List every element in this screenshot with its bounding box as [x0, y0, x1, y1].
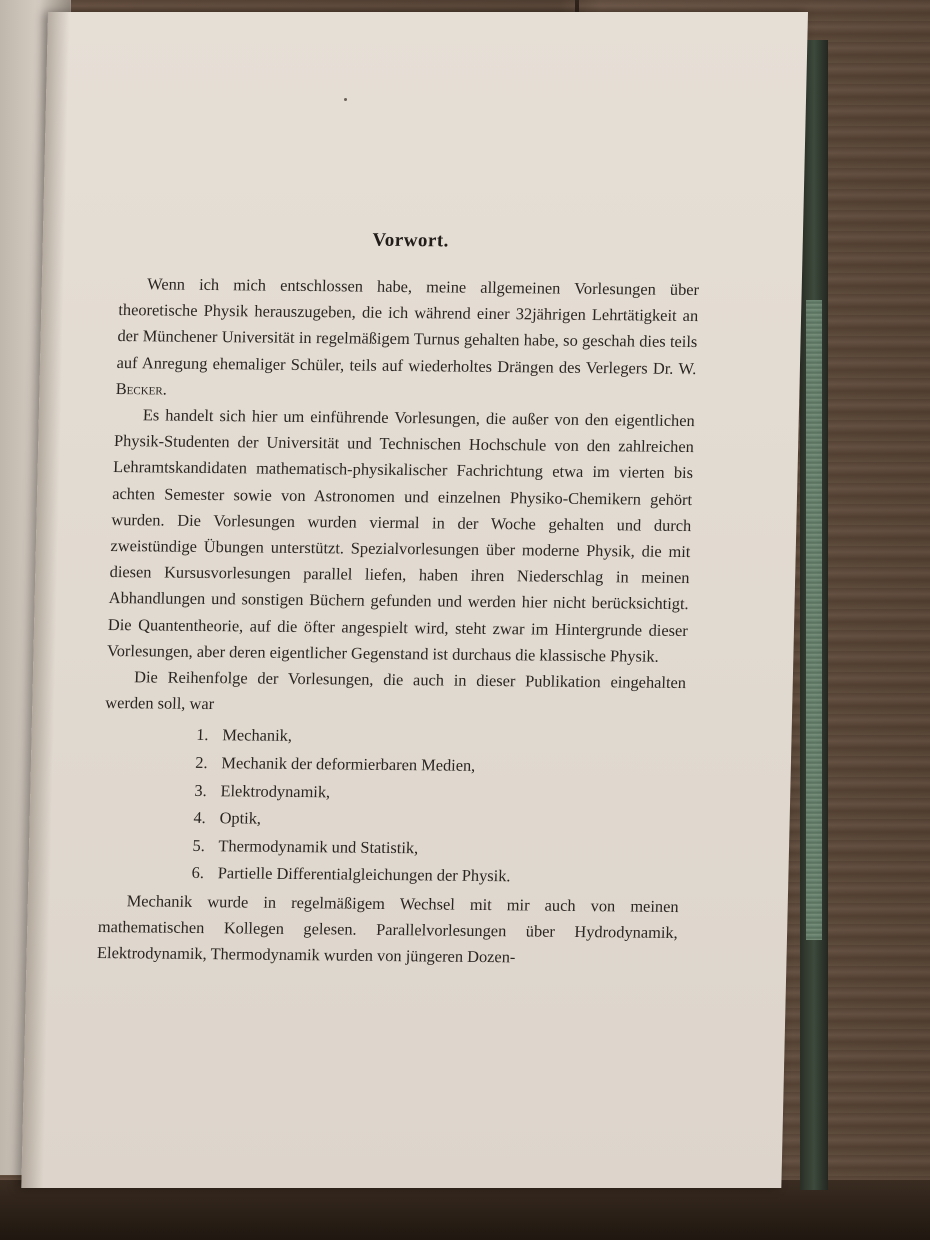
- book-headband: [806, 300, 822, 940]
- list-item: [191, 859, 680, 892]
- list-item-number: 2.: [195, 752, 208, 773]
- paragraph-1-end: .: [162, 379, 168, 399]
- publisher-name: Becker: [115, 378, 164, 399]
- preface-heading: Vorwort.: [372, 229, 450, 252]
- list-item-text: Optik,: [219, 808, 262, 828]
- lecture-list: [191, 721, 684, 892]
- list-item-number: 5.: [192, 835, 206, 855]
- list-item-number: 4.: [193, 808, 207, 828]
- list-item-number: 1.: [195, 725, 209, 745]
- preface-text: [97, 227, 701, 973]
- list-item-number: 3.: [194, 780, 208, 800]
- list-item-text: Mechanik der deformierbaren Medien,: [221, 753, 476, 775]
- paragraph-1: [115, 271, 699, 408]
- paragraph-4: Mechanik wurde in regelmäßigem Wechsel mit mir auch von meinen mathematischen Kollegen gelesen. Parallelvorlesungen über Hydrodynamik, Elektrodynamik, Thermodynamik wurden von jüngeren Dozen-: [96, 891, 679, 967]
- list-item-number: 6.: [191, 863, 205, 883]
- list-item-text: Elektrodynamik,: [220, 780, 331, 801]
- list-item-text: Partielle Differentialgleichungen der Physik.: [217, 863, 511, 886]
- paragraph-1-text: Wenn ich mich entschlossen habe, meine allgemeinen Vorlesungen über theoretische Physik herauszugeben, die ich während einer 32jährigen Lehrtätigkeit an der Münchener Universität in regelmäßigem Turnus gehalten habe, so geschah dies teils auf Anregung ehemaliger Schüler, teils auf wiederholtes Drängen des Verlegers Dr. W.: [116, 274, 700, 378]
- list-item-text: Thermodynamik und Statistik,: [218, 836, 419, 858]
- list-item-text: Mechanik,: [222, 725, 293, 746]
- list-item: [194, 777, 683, 810]
- page-speck: [344, 98, 347, 101]
- paragraph-2: Es handelt sich hier um einführende Vorlesungen, die außer von den eigentlichen Physik-Studenten der Universität und Technischen Hochschule von den zahlreichen Lehramtskandidaten mathematisch-physikalischer Fachrichtung etwa im vierten bis achten Semester sowie von Astronomen und einzelnen Physiko-Chemikern gehört wurden. Die Vorlesungen wurden viermal in der Woche gehalten und durch zweistündige Übungen unterstützt. Spezialvorlesungen über moderne Physik, die mit diesen Kursusvorlesungen parallel liefen, haben ihren Niederschlag in meinen Abhandlungen und sonstigen Büchern gefunden und werden hier nicht berücksichtigt. Die Quantentheorie, auf die öfter angespielt wird, steht zwar im Hintergrunde dieser Vorlesungen, aber deren eigentlicher Gegenstand ist durchaus die klassische Physik.: [106, 405, 696, 666]
- table-shadow: [0, 1180, 930, 1240]
- book-page: [21, 12, 808, 1188]
- paragraph-3: Die Reihenfolge der Vorlesungen, die auch in dieser Publikation eingehalten werden soll, war: [105, 667, 687, 714]
